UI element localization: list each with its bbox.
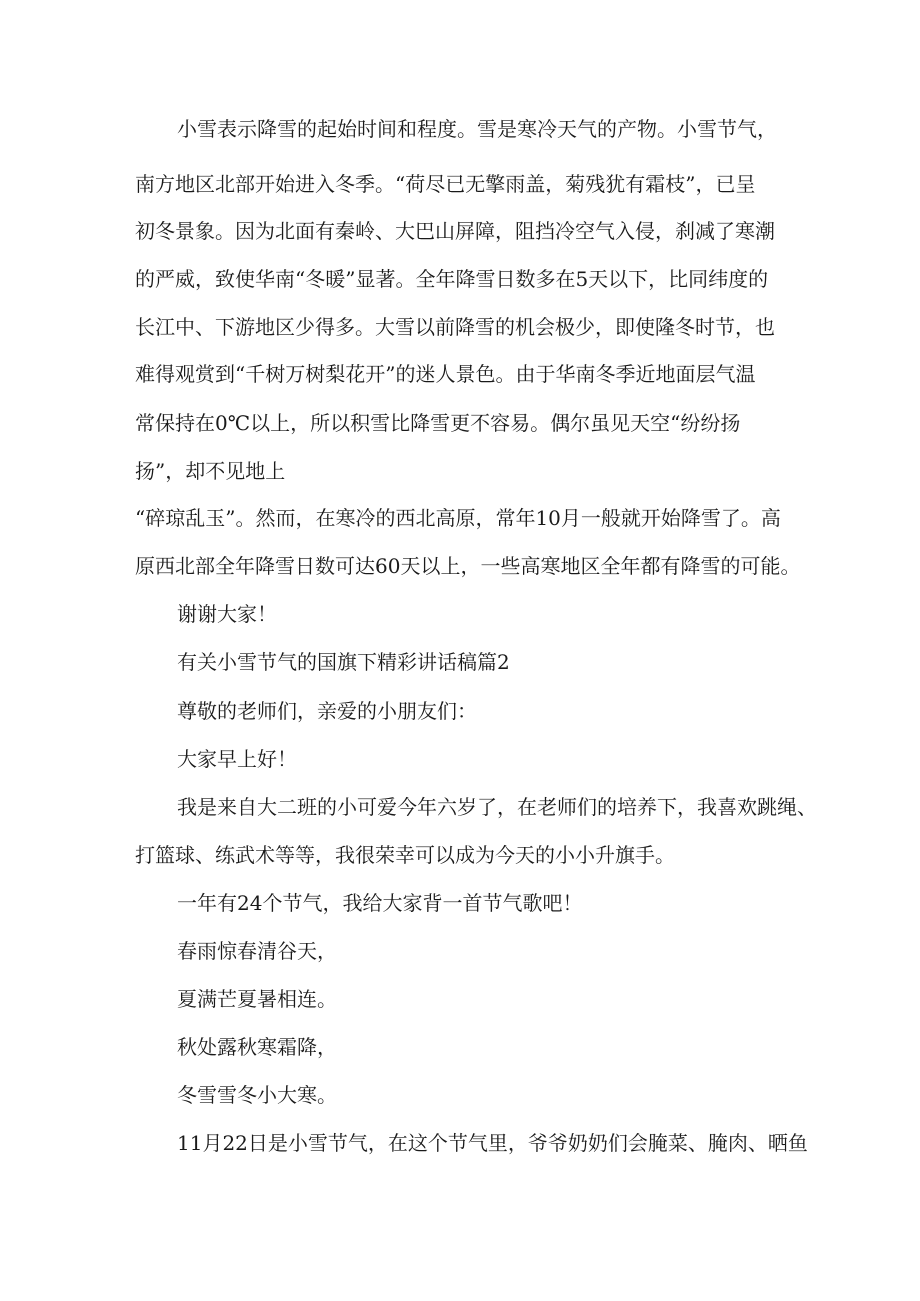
paragraph-line: 南方地区北部开始进入冬季。“荷尽已无擎雨盖，菊残犹有霜枝”，已呈 <box>135 172 756 196</box>
paragraph-line: 的严威，致使华南“冬暖”显著。全年降雪日数多在5天以下，比同纬度的 <box>135 267 769 291</box>
section-heading: 有关小雪节气的国旗下精彩讲话稿篇2 <box>177 650 510 674</box>
poem-line: 冬雪雪冬小大寒。 <box>177 1083 337 1107</box>
paragraph-line: 原西北部全年降雪日数可达60天以上，一些高寒地区全年都有降雪的可能。 <box>135 554 801 578</box>
paragraph-line: 长江中、下游地区少得多。大雪以前降雪的机会极少，即使隆冬时节，也 <box>135 315 775 339</box>
paragraph-line: 一年有24个节气，我给大家背一首节气歌吧！ <box>177 891 583 915</box>
paragraph-line: 小雪表示降雪的起始时间和程度。雪是寒冷天气的产物。小雪节气， <box>177 117 777 141</box>
paragraph-line: 打篮球、练武术等等，我很荣幸可以成为今天的小小升旗手。 <box>135 843 675 867</box>
paragraph-line: 常保持在0℃以上，所以积雪比降雪更不容易。偶尔虽见天空“纷纷扬 <box>135 411 741 435</box>
paragraph-line: “碎琼乱玉”。然而，在寒冷的西北高原，常年10月一般就开始降雪了。高 <box>135 506 781 530</box>
paragraph-line: 我是来自大二班的小可爱今年六岁了，在老师们的培养下，我喜欢跳绳、 <box>177 795 817 819</box>
paragraph-line: 扬”，却不见地上 <box>135 459 286 483</box>
closing-thanks: 谢谢大家！ <box>177 602 277 626</box>
salutation: 尊敬的老师们，亲爱的小朋友们： <box>177 699 477 723</box>
poem-line: 秋处露秋寒霜降， <box>177 1035 337 1059</box>
paragraph-line: 难得观赏到“千树万树梨花开”的迷人景色。由于华南冬季近地面层气温 <box>135 362 756 386</box>
poem-line: 春雨惊春清谷天， <box>177 939 337 963</box>
paragraph-line: 初冬景象。因为北面有秦岭、大巴山屏障，阻挡冷空气入侵，刹减了寒潮 <box>135 219 775 243</box>
paragraph-line: 11月22日是小雪节气，在这个节气里，爷爷奶奶们会腌菜、腌肉、晒鱼 <box>177 1131 808 1155</box>
greeting: 大家早上好！ <box>177 747 297 771</box>
poem-line: 夏满芒夏暑相连。 <box>177 987 337 1011</box>
